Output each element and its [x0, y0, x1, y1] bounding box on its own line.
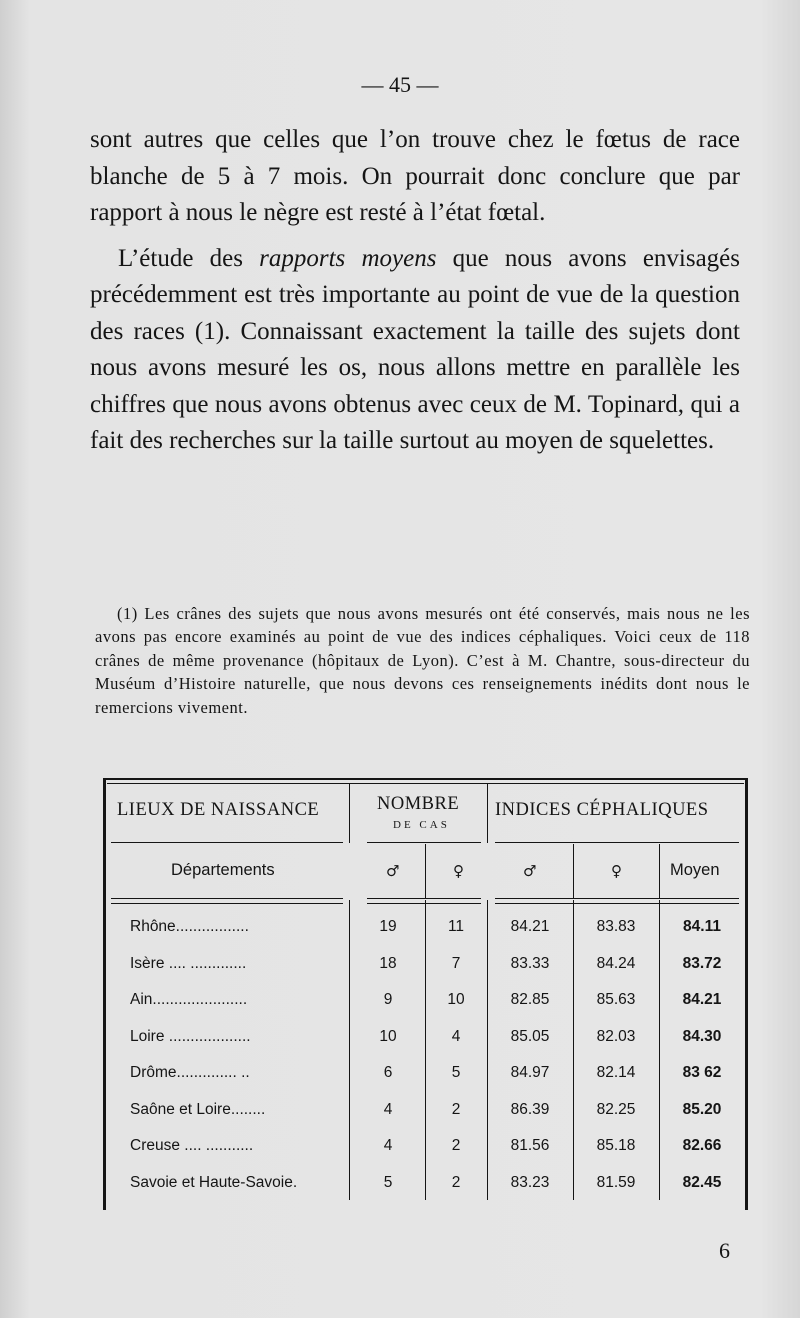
paragraph-2-start: L’étude des — [118, 244, 260, 272]
col-sep-sex-body — [425, 900, 426, 1200]
col-sep-nombre — [487, 783, 488, 843]
cell-indice-moyen: 85.20 — [682, 1100, 722, 1118]
cell-place: Loire ................... — [130, 1027, 251, 1045]
header-rule-3c — [495, 903, 739, 904]
cell-indice-moyen: 84.30 — [682, 1027, 722, 1045]
subheader-index-female: ♀ — [611, 862, 622, 880]
header-rule-2b — [367, 898, 481, 899]
subheader-index-male: ♂ — [523, 862, 537, 880]
subheader-female: ♀ — [453, 862, 464, 880]
cell-indice-male: 82.85 — [510, 991, 550, 1008]
cell-indice-female: 82.25 — [596, 1100, 636, 1118]
cell-nombre-female: 2 — [451, 1173, 461, 1191]
cell-indice-moyen: 82.45 — [682, 1173, 722, 1191]
col-sep-indices-2-body — [659, 900, 660, 1200]
cell-nombre-female: 4 — [451, 1027, 461, 1045]
cell-nombre-female: 5 — [451, 1064, 461, 1081]
cell-indice-male: 86.39 — [510, 1100, 550, 1118]
cell-nombre-male: 4 — [383, 1100, 393, 1118]
header-rule-2 — [111, 898, 343, 899]
cell-place: Drôme.............. .. — [130, 1064, 250, 1081]
col-sep-lieux — [349, 783, 350, 843]
cell-nombre-male: 10 — [379, 1027, 397, 1045]
cell-nombre-male: 5 — [383, 1173, 393, 1191]
cell-place: Isère .... ............. — [130, 954, 247, 972]
table-top-rule — [103, 778, 748, 780]
paragraph-1: sont autres que celles que l’on trouve chez le fœtus de race blanche de 5 à 7 mois. On pourrait donc conclure que par rapport à nous le nègre est resté à l’état fœtal. — [90, 126, 740, 226]
subheader-departements: Départements — [171, 861, 275, 879]
cell-indice-female: 81.59 — [596, 1173, 636, 1191]
cell-nombre-male: 6 — [383, 1064, 393, 1081]
col-sep-nombre-body — [487, 900, 488, 1200]
cell-indice-male: 84.97 — [510, 1064, 550, 1081]
cell-indice-moyen: 83 62 — [682, 1064, 722, 1081]
cell-indice-male: 81.56 — [510, 1137, 550, 1154]
header-indices-cephaliques: INDICES CÉPHALIQUES — [495, 800, 709, 820]
header-rule-1c — [495, 842, 739, 843]
table-right-border — [745, 778, 748, 1210]
cell-indice-female: 82.03 — [596, 1027, 636, 1045]
cell-indice-female: 84.24 — [596, 954, 636, 972]
cell-nombre-female: 7 — [451, 954, 461, 972]
header-rule-3 — [111, 903, 343, 904]
cell-indice-male: 83.33 — [510, 954, 550, 972]
cell-place: Ain...................... — [130, 991, 248, 1008]
subheader-male: ♂ — [386, 862, 400, 880]
body-text — [90, 122, 740, 460]
cell-nombre-female: 2 — [451, 1100, 461, 1118]
col-sep-lieux-body — [349, 900, 350, 1200]
table-top-rule-inner — [107, 783, 744, 784]
cell-indice-female: 83.83 — [596, 918, 636, 935]
cell-indice-male: 83.23 — [510, 1173, 550, 1191]
cell-nombre-male: 19 — [379, 918, 397, 935]
col-sep-sex-header — [425, 844, 426, 898]
col-sep-indices-1 — [573, 844, 574, 898]
paragraph-2 — [90, 241, 740, 460]
cell-place: Creuse .... ........... — [130, 1137, 254, 1154]
cell-place: Savoie et Haute-Savoie. — [130, 1173, 298, 1191]
paragraph-2-end: que nous avons envisagés précédemment est très importante au point de vue de la question des races (1). Connaissant exactement la taille des sujets dont nous avons mesuré les os, nous allons mettre en parallèle les chiffres que nous avons obtenus avec ceux de M. Topinard, qui a fait des recherches sur la taille surtout au moyen de squelettes. — [90, 244, 741, 454]
col-sep-indices-1-body — [573, 900, 574, 1200]
col-sep-indices-2 — [659, 844, 660, 898]
header-rule-2c — [495, 898, 739, 899]
folio-number: 6 — [719, 1238, 730, 1263]
paragraph-2-italic: rapports moyens — [259, 244, 437, 272]
header-lieux-de-naissance: LIEUX DE NAISSANCE — [117, 800, 320, 820]
footnote-text: (1) Les crânes des sujets que nous avons mesurés ont été conservés, mais nous ne les avons pas encore examinés au point de vue des indices céphaliques. Voici ceux de 118 crânes de même provenance (hôpitaux de Lyon). C’est à M. Chantre, sous-directeur du Muséum d’Histoire naturelle, que nous devons ces renseignements inédits dont nous le remercions vivement. — [95, 604, 750, 717]
cell-indice-female: 82.14 — [596, 1064, 636, 1081]
cell-indice-moyen: 84.11 — [683, 918, 721, 935]
page-number: — 45 — — [361, 72, 439, 97]
cell-indice-female: 85.18 — [596, 1137, 636, 1154]
cell-nombre-male: 18 — [379, 954, 397, 972]
header-rule-3b — [367, 903, 481, 904]
cell-place: Rhône................. — [130, 918, 249, 935]
subheader-moyen: Moyen — [670, 861, 720, 879]
footnote — [95, 602, 750, 719]
cell-nombre-male: 9 — [383, 991, 393, 1008]
header-rule-1 — [111, 842, 343, 843]
cell-nombre-male: 4 — [383, 1137, 393, 1154]
cell-indice-male: 84.21 — [510, 918, 550, 935]
cell-indice-moyen: 82.66 — [682, 1137, 722, 1154]
cell-nombre-female: 11 — [447, 918, 465, 935]
cell-nombre-female: 2 — [451, 1137, 461, 1154]
cell-indice-moyen: 84.21 — [682, 991, 722, 1008]
cell-indice-male: 85.05 — [510, 1027, 550, 1045]
cephalic-index-table — [103, 778, 748, 1210]
header-de-cas: DE CAS — [393, 819, 450, 831]
cell-nombre-female: 10 — [447, 991, 465, 1008]
header-nombre: NOMBRE — [377, 794, 460, 814]
cell-indice-moyen: 83.72 — [682, 954, 722, 972]
table-left-border — [103, 778, 106, 1210]
cell-place: Saône et Loire........ — [130, 1100, 266, 1118]
cell-indice-female: 85.63 — [596, 991, 636, 1008]
header-rule-1b — [367, 842, 481, 843]
